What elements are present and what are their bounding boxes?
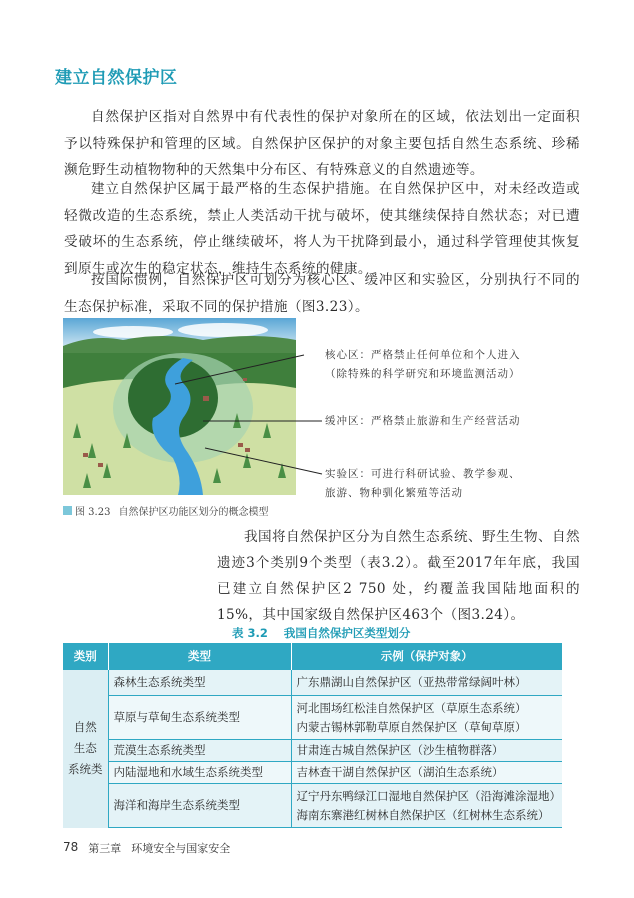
type-cell: 内陆湿地和水域生态系统类型 [108,762,291,784]
type-cell: 荒漠生态系统类型 [108,740,291,762]
figure-caption: 图 3.23 自然保护区功能区划分的概念模型 [63,503,268,518]
category-cell: 自然 生态 系统类 [63,670,108,828]
example-cell: 甘肃连古城自然保护区（沙生植物群落） [291,740,562,762]
callout-buffer-zone: 缓冲区：严格禁止旅游和生产经营活动 [325,415,521,427]
example-cell: 辽宁丹东鸭绿江口湿地自然保护区（沿海滩涂湿地） 海南东寨港红树林自然保护区（红树林生态系统） [291,784,562,828]
table-row [63,784,562,828]
page-footer [63,840,230,856]
callout-experimental-zone: 实验区：可进行科研试验、教学参观、 旅游、物种驯化繁殖等活动 [325,468,521,499]
type-cell: 森林生态系统类型 [108,670,291,696]
paragraph-measures: 建立自然保护区属于最严格的生态保护措施。在自然保护区中，对未经改造或轻微改造的生态系统，禁止人类活动干扰与破坏，使其继续保持自然状态；对已遭受破坏的生态系统，停止继续破坏，将人为干扰降到最小，通过科学管理使其恢复到原生或次生的稳定状态，维持生态系统的健康。 [64,181,580,277]
caption-marker-icon [63,506,72,515]
chapter-title: 环境安全与国家安全 [131,842,231,855]
example-cell: 广东鼎湖山自然保护区（亚热带常绿阔叶林） [291,670,562,696]
chapter-label: 第三章 [88,842,122,855]
table-row [63,670,562,696]
callout-core-zone: 核心区：严格禁止任何单位和个人进入 （除特殊的科学研究和环境监测活动） [325,349,521,380]
example-cell: 河北围场红松洼自然保护区（草原生态系统） 内蒙古锡林郭勒草原自然保护区（草甸草原） [291,696,562,740]
table-header-row [63,643,562,670]
table-row [63,740,562,762]
page-number: 78 [63,840,79,854]
table-caption: 表 3.2 我国自然保护区类型划分 [232,626,411,640]
header-category: 类别 [63,643,108,670]
table-row [63,696,562,740]
example-cell: 吉林查干湖自然保护区（湖泊生态系统） [291,762,562,784]
type-cell: 海洋和海岸生态系统类型 [108,784,291,828]
paragraph-zones: 按国际惯例，自然保护区可划分为核心区、缓冲区和实验区，分别执行不同的生态保护标准，采取不同的保护措施（图3.23）。 [64,272,580,315]
table-row [63,762,562,784]
reserve-types-table [63,643,562,828]
paragraph-statistics: 我国将自然保护区分为自然生态系统、野生生物、自然遗迹3个类别9个类型（表3.2）。截至2017年年底，我国已建立自然保护区2 750 处，约覆盖我国陆地面积的15%，其中国家级自然保护区463个（图3.24）。 [217,529,580,623]
header-type: 类型 [108,643,291,670]
paragraph-definition: 自然保护区指对自然界中有代表性的保护对象所在的区域，依法划出一定面积予以特殊保护和管理的区域。自然保护区保护的对象主要包括自然生态系统、珍稀濒危野生动植物物种的天然集中分布区、有特殊意义的自然遗迹等。 [64,109,580,178]
header-examples: 示例（保护对象） [291,643,562,670]
type-cell: 草原与草甸生态系统类型 [108,696,291,740]
section-title: 建立自然保护区 [55,68,178,88]
